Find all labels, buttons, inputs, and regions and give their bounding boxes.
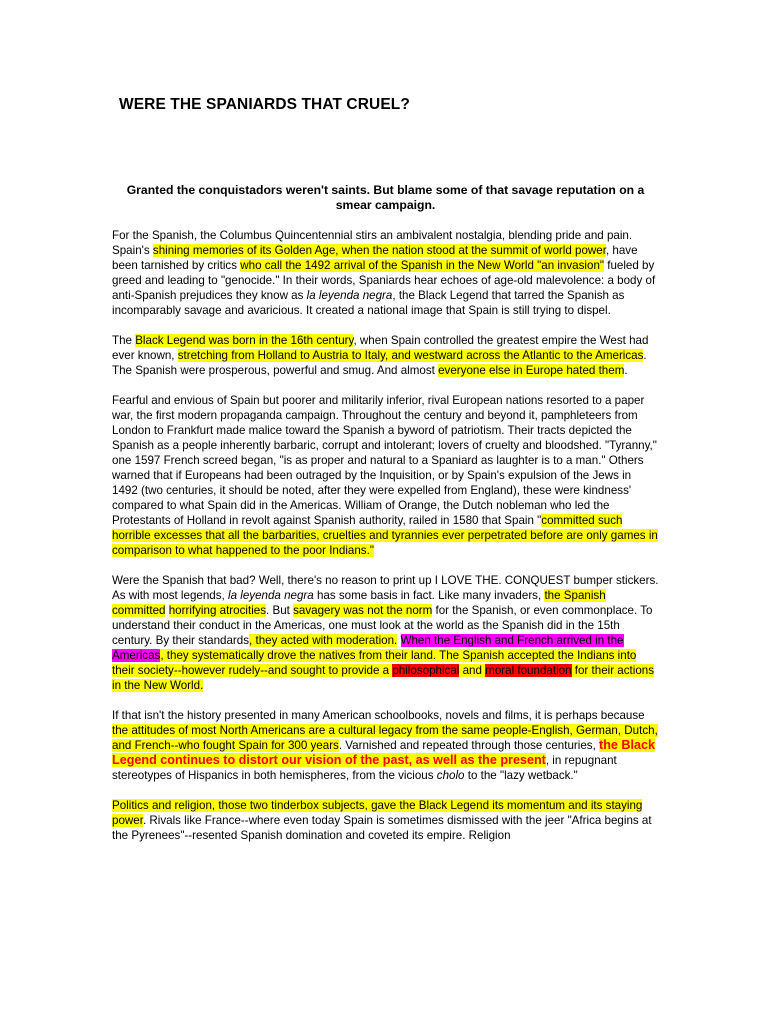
text-run: The (112, 334, 136, 347)
article-title: WERE THE SPANIARDS THAT CRUEL? (119, 96, 410, 113)
text-run: for the Spanish, or even commonplace. To understand their conduct in the Americas, one must look at the world as the Spanish did in the 15th century. By their standards (112, 604, 653, 647)
highlighted-text: Politics and religion, those two tinderbox subjects, gave the Black Legend its momentum and its staying power (112, 799, 643, 827)
text-run: , when Spain controlled the greatest empire the West had ever known, (112, 334, 649, 362)
highlighted-text: Black Legend was born in the 16th century (135, 334, 354, 347)
body-paragraph (112, 573, 659, 693)
italic-text: cholo (436, 769, 465, 782)
article-body (112, 228, 659, 858)
highlighted-text: the Spanish committed (112, 589, 606, 617)
highlighted-text: and (459, 664, 486, 677)
text-run: . (624, 364, 628, 377)
highlighted-text: When the English and French arrived in the Americas (112, 634, 624, 662)
highlighted-text: moral foundation (485, 664, 572, 677)
text-run: If that isn't the history presented in many American schoolbooks, novels and films, it is perhaps because (112, 709, 645, 722)
text-run: Were the Spanish that bad? Well, there's no reason to print up I LOVE THE. CONQUEST bumper stickers. As with most legends, (112, 574, 659, 602)
highlighted-text: horrifying atrocities (168, 604, 267, 617)
body-paragraph (112, 393, 659, 558)
body-paragraph (112, 333, 659, 378)
highlighted-text: for their actions in the New World. (112, 664, 655, 692)
body-paragraph (112, 228, 659, 318)
highlighted-text: philosophical (392, 664, 460, 677)
text-run: . Rivals like France--where even today Spain is sometimes dismissed with the jeer "Africa begins at the Pyrenees"--resented Spanish domination and coveted its empire. Religion (112, 814, 652, 842)
highlighted-text: , they systematically drove the natives from their land. The Spanish accepted the Indians into their society--however rudely--and sought to provide a (112, 649, 637, 677)
highlighted-text: the attitudes of most North Americans are a cultural legacy from the same people-English, German, Dutch, and French--who fought Spain for 300 years (112, 724, 658, 752)
highlighted-text: stretching from Holland to Austria to Italy, and westward across the Atlantic to the Americas (177, 349, 644, 362)
highlighted-text: , they acted with moderation. (249, 634, 398, 647)
text-run: fueled by greed and leading to "genocide." In their words, Spaniards hear echoes of age-old malevolence: a body of anti-Spanish prejudices they know as (112, 259, 656, 302)
italic-text: la leyenda negra (306, 289, 393, 302)
highlighted-text: committed such horrible excesses that all the barbarities, cruelties and tyrannies ever perpetrated before are only games in comparison to what happened to the poor Indians." (112, 514, 658, 557)
text-run: has some basis in fact. Like many invaders, (313, 589, 545, 602)
text-run: . The Spanish were prosperous, powerful and smug. And almost (112, 349, 647, 377)
body-paragraph (112, 708, 659, 783)
highlighted-text: the Black Legend continues to distort our vision of the past, as well as the present (112, 738, 656, 767)
text-run: For the Spanish, the Columbus Quincentennial stirs an ambivalent nostalgia, blending pride and pain. Spain's (112, 229, 633, 257)
text-run: . Varnished and repeated through those centuries, (338, 739, 600, 752)
text-run: to the "lazy wetback." (464, 769, 578, 782)
text-run: . But (266, 604, 294, 617)
text-run: , have been tarnished by critics (112, 244, 638, 272)
article-subtitle: Granted the conquistadors weren't saints. But blame some of that savage reputation on a smear campaign. (126, 183, 645, 212)
text-run: Fearful and envious of Spain but poorer and militarily inferior, rival European nations resorted to a paper war, the first modern propaganda campaign. Throughout the century and beyond it, pamphleteers from London to Frankfurt made malice toward the Spanish a byword of patriotism. Their tracts depicted the Spanish as a people inherently barbaric, corrupt and intolerant; lovers of cruelty and bloodshed. "Tyranny," one 1597 French screed began, "is as proper and natural to a Spaniard as laughter is to a man." Others warned that if Europeans had been outraged by the Inquisition, or by Spain's expulsion of the Jews in 1492 (two centuries, it should be noted, after they were expelled from England), these were kindness' compared to what Spain did in the Americas. William of Orange, the Dutch nobleman who led the Protestants of Holland in revolt against Spanish authority, railed in 1580 that Spain " (112, 394, 657, 527)
text-run: , in repugnant stereotypes of Hispanics in both hemispheres, from the vicious (112, 754, 617, 782)
body-paragraph (112, 798, 659, 843)
text-run: , the Black Legend that tarred the Spanish as incomparably savage and avaricious. It created a national image that Spain is still trying to dispel. (112, 289, 625, 317)
highlighted-text: shining memories of its Golden Age, when the nation stood at the summit of world power (152, 244, 606, 257)
highlighted-text: everyone else in Europe hated them (438, 364, 625, 377)
italic-text: la leyenda negra (228, 589, 314, 602)
highlighted-text: who call the 1492 arrival of the Spanish in the New World "an invasion" (240, 259, 605, 272)
highlighted-text: savagery was not the norm (293, 604, 433, 617)
